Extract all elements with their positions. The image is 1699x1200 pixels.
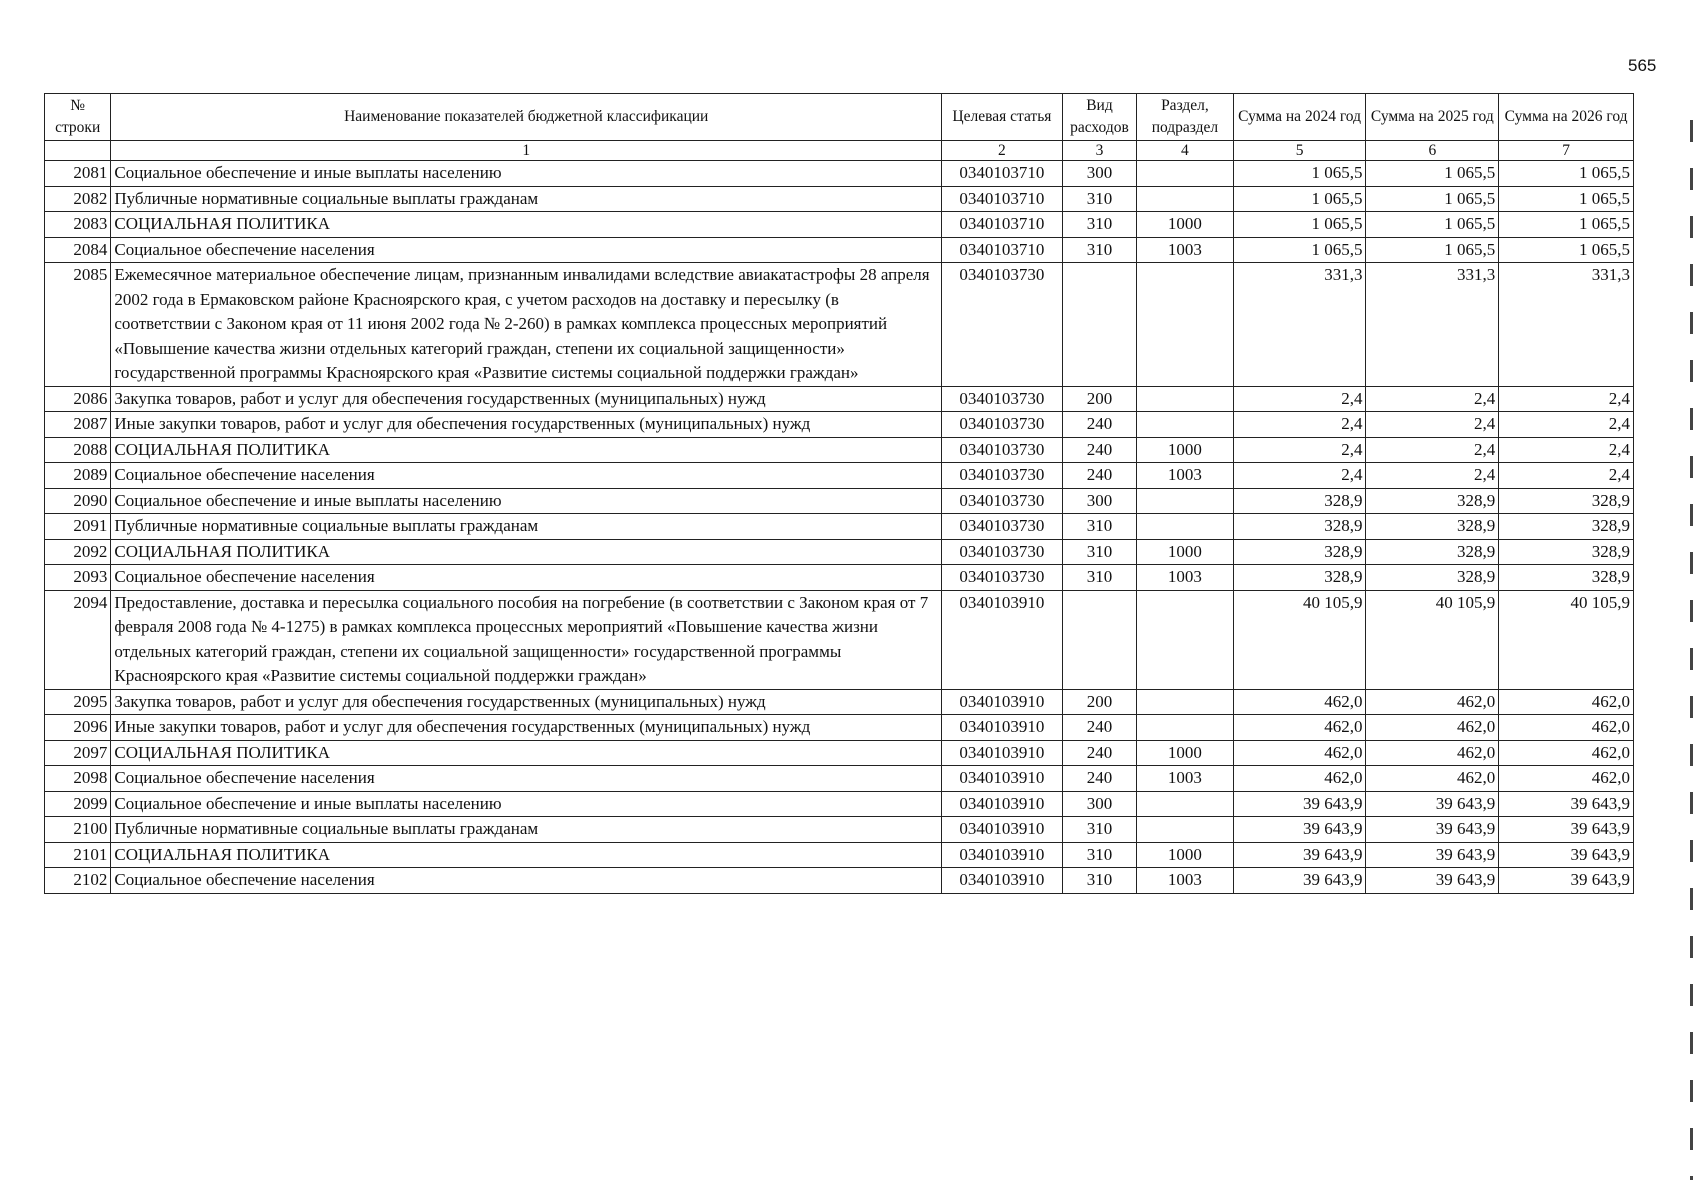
sum-2026-cell: 2,4 bbox=[1499, 463, 1634, 489]
row-number-cell: 2101 bbox=[45, 842, 111, 868]
expense-kind-cell: 240 bbox=[1062, 437, 1136, 463]
sum-2024-cell: 39 643,9 bbox=[1233, 817, 1366, 843]
row-name-cell: Иные закупки товаров, работ и услуг для обеспечения государственных (муниципальных) нужд bbox=[111, 412, 942, 438]
sum-2024-cell: 2,4 bbox=[1233, 463, 1366, 489]
sum-2025-cell: 462,0 bbox=[1366, 689, 1499, 715]
table-row bbox=[45, 237, 1634, 263]
column-number bbox=[45, 141, 111, 161]
target-article-cell: 0340103730 bbox=[942, 488, 1063, 514]
section-cell bbox=[1137, 689, 1234, 715]
column-number: 1 bbox=[111, 141, 942, 161]
sum-2026-cell: 328,9 bbox=[1499, 488, 1634, 514]
expense-kind-cell: 310 bbox=[1062, 212, 1136, 238]
target-article-cell: 0340103910 bbox=[942, 842, 1063, 868]
sum-2026-cell: 462,0 bbox=[1499, 766, 1634, 792]
section-cell bbox=[1137, 161, 1234, 187]
sum-2026-cell: 40 105,9 bbox=[1499, 590, 1634, 689]
sum-2025-cell: 39 643,9 bbox=[1366, 842, 1499, 868]
sum-2026-cell: 39 643,9 bbox=[1499, 817, 1634, 843]
target-article-cell: 0340103730 bbox=[942, 412, 1063, 438]
section-cell: 1000 bbox=[1137, 740, 1234, 766]
expense-kind-cell: 310 bbox=[1062, 842, 1136, 868]
section-cell bbox=[1137, 488, 1234, 514]
target-article-cell: 0340103730 bbox=[942, 263, 1063, 387]
table-row bbox=[45, 161, 1634, 187]
sum-2024-cell: 328,9 bbox=[1233, 565, 1366, 591]
table-row bbox=[45, 715, 1634, 741]
sum-2024-cell: 1 065,5 bbox=[1233, 161, 1366, 187]
header-name: Наименование показателей бюджетной классификации bbox=[111, 94, 942, 141]
expense-kind-cell: 310 bbox=[1062, 868, 1136, 894]
section-cell: 1000 bbox=[1137, 842, 1234, 868]
table-row bbox=[45, 539, 1634, 565]
section-cell: 1003 bbox=[1137, 463, 1234, 489]
sum-2024-cell: 328,9 bbox=[1233, 488, 1366, 514]
expense-kind-cell bbox=[1062, 590, 1136, 689]
sum-2025-cell: 462,0 bbox=[1366, 766, 1499, 792]
column-number: 6 bbox=[1366, 141, 1499, 161]
section-cell: 1000 bbox=[1137, 437, 1234, 463]
row-number-cell: 2095 bbox=[45, 689, 111, 715]
row-number-cell: 2085 bbox=[45, 263, 111, 387]
expense-kind-cell: 240 bbox=[1062, 715, 1136, 741]
expense-kind-cell: 300 bbox=[1062, 791, 1136, 817]
table-row bbox=[45, 386, 1634, 412]
sum-2024-cell: 462,0 bbox=[1233, 689, 1366, 715]
target-article-cell: 0340103910 bbox=[942, 817, 1063, 843]
sum-2025-cell: 328,9 bbox=[1366, 488, 1499, 514]
row-name-cell: СОЦИАЛЬНАЯ ПОЛИТИКА bbox=[111, 212, 942, 238]
table-row bbox=[45, 437, 1634, 463]
row-name-cell: Социальное обеспечение и иные выплаты населению bbox=[111, 488, 942, 514]
sum-2026-cell: 328,9 bbox=[1499, 539, 1634, 565]
target-article-cell: 0340103910 bbox=[942, 868, 1063, 894]
row-name-cell: Закупка товаров, работ и услуг для обеспечения государственных (муниципальных) нужд bbox=[111, 689, 942, 715]
table-header bbox=[45, 94, 1634, 161]
sum-2026-cell: 1 065,5 bbox=[1499, 237, 1634, 263]
row-name-cell: СОЦИАЛЬНАЯ ПОЛИТИКА bbox=[111, 437, 942, 463]
header-kind: Вид расходов bbox=[1062, 94, 1136, 141]
row-number-cell: 2097 bbox=[45, 740, 111, 766]
sum-2026-cell: 462,0 bbox=[1499, 689, 1634, 715]
header-row bbox=[45, 94, 1634, 141]
table-row bbox=[45, 263, 1634, 387]
expense-kind-cell: 300 bbox=[1062, 488, 1136, 514]
expense-kind-cell: 310 bbox=[1062, 237, 1136, 263]
header-row-number: № строки bbox=[45, 94, 111, 141]
table-row bbox=[45, 766, 1634, 792]
sum-2024-cell: 2,4 bbox=[1233, 437, 1366, 463]
row-name-cell: Социальное обеспечение населения bbox=[111, 565, 942, 591]
row-name-cell: Публичные нормативные социальные выплаты гражданам bbox=[111, 817, 942, 843]
header-code: Целевая статья bbox=[942, 94, 1063, 141]
row-name-cell: Социальное обеспечение и иные выплаты населению bbox=[111, 791, 942, 817]
target-article-cell: 0340103730 bbox=[942, 463, 1063, 489]
section-cell bbox=[1137, 715, 1234, 741]
sum-2026-cell: 39 643,9 bbox=[1499, 791, 1634, 817]
row-name-cell: Ежемесячное материальное обеспечение лицам, признанным инвалидами вследствие авиакатастрофы 28 апреля 2002 года в Ермаковском районе Красноярского края, с учетом расходов на доставку и пересылку (в соответствии с Законом края от 11 июня 2002 года № 2-260) в рамках комплекса процессных мероприятий «Повышение качества жизни отдельных категорий граждан, степени их социальной защищенности» государственной программы Красноярского края «Развитие системы социальной поддержки граждан» bbox=[111, 263, 942, 387]
row-number-cell: 2099 bbox=[45, 791, 111, 817]
sum-2025-cell: 39 643,9 bbox=[1366, 817, 1499, 843]
row-name-cell: СОЦИАЛЬНАЯ ПОЛИТИКА bbox=[111, 539, 942, 565]
sum-2026-cell: 328,9 bbox=[1499, 565, 1634, 591]
expense-kind-cell: 310 bbox=[1062, 565, 1136, 591]
sum-2024-cell: 2,4 bbox=[1233, 412, 1366, 438]
section-cell: 1003 bbox=[1137, 766, 1234, 792]
sum-2024-cell: 39 643,9 bbox=[1233, 791, 1366, 817]
target-article-cell: 0340103730 bbox=[942, 386, 1063, 412]
row-name-cell: Социальное обеспечение населения bbox=[111, 868, 942, 894]
sum-2024-cell: 39 643,9 bbox=[1233, 842, 1366, 868]
table-row bbox=[45, 740, 1634, 766]
sum-2026-cell: 1 065,5 bbox=[1499, 161, 1634, 187]
expense-kind-cell: 300 bbox=[1062, 161, 1136, 187]
target-article-cell: 0340103710 bbox=[942, 161, 1063, 187]
column-number: 2 bbox=[942, 141, 1063, 161]
sum-2024-cell: 1 065,5 bbox=[1233, 186, 1366, 212]
row-name-cell: СОЦИАЛЬНАЯ ПОЛИТИКА bbox=[111, 842, 942, 868]
row-name-cell: Социальное обеспечение населения bbox=[111, 463, 942, 489]
table-row bbox=[45, 842, 1634, 868]
column-number: 3 bbox=[1062, 141, 1136, 161]
expense-kind-cell: 310 bbox=[1062, 817, 1136, 843]
sum-2025-cell: 1 065,5 bbox=[1366, 237, 1499, 263]
row-number-cell: 2090 bbox=[45, 488, 111, 514]
sum-2025-cell: 462,0 bbox=[1366, 715, 1499, 741]
section-cell: 1000 bbox=[1137, 212, 1234, 238]
expense-kind-cell: 200 bbox=[1062, 386, 1136, 412]
section-cell: 1000 bbox=[1137, 539, 1234, 565]
column-number: 5 bbox=[1233, 141, 1366, 161]
row-name-cell: Социальное обеспечение и иные выплаты населению bbox=[111, 161, 942, 187]
sum-2024-cell: 331,3 bbox=[1233, 263, 1366, 387]
table-row bbox=[45, 514, 1634, 540]
sum-2024-cell: 328,9 bbox=[1233, 539, 1366, 565]
row-number-cell: 2086 bbox=[45, 386, 111, 412]
expense-kind-cell: 240 bbox=[1062, 412, 1136, 438]
target-article-cell: 0340103910 bbox=[942, 590, 1063, 689]
scan-edge-marks bbox=[1690, 120, 1693, 1180]
expense-kind-cell bbox=[1062, 263, 1136, 387]
target-article-cell: 0340103710 bbox=[942, 212, 1063, 238]
sum-2025-cell: 39 643,9 bbox=[1366, 791, 1499, 817]
target-article-cell: 0340103910 bbox=[942, 766, 1063, 792]
table-row bbox=[45, 590, 1634, 689]
column-number-row bbox=[45, 141, 1634, 161]
page-number: 565 bbox=[1628, 56, 1657, 75]
sum-2025-cell: 1 065,5 bbox=[1366, 186, 1499, 212]
column-number: 4 bbox=[1137, 141, 1234, 161]
row-number-cell: 2084 bbox=[45, 237, 111, 263]
section-cell bbox=[1137, 590, 1234, 689]
expense-kind-cell: 240 bbox=[1062, 463, 1136, 489]
budget-table bbox=[44, 93, 1634, 894]
expense-kind-cell: 200 bbox=[1062, 689, 1136, 715]
section-cell bbox=[1137, 817, 1234, 843]
row-number-cell: 2087 bbox=[45, 412, 111, 438]
sum-2025-cell: 462,0 bbox=[1366, 740, 1499, 766]
sum-2025-cell: 40 105,9 bbox=[1366, 590, 1499, 689]
table-row bbox=[45, 868, 1634, 894]
row-name-cell: Публичные нормативные социальные выплаты гражданам bbox=[111, 514, 942, 540]
sum-2025-cell: 2,4 bbox=[1366, 412, 1499, 438]
row-number-cell: 2091 bbox=[45, 514, 111, 540]
row-number-cell: 2082 bbox=[45, 186, 111, 212]
table-row bbox=[45, 186, 1634, 212]
sum-2024-cell: 462,0 bbox=[1233, 766, 1366, 792]
table-row bbox=[45, 791, 1634, 817]
section-cell bbox=[1137, 412, 1234, 438]
row-name-cell: Закупка товаров, работ и услуг для обеспечения государственных (муниципальных) нужд bbox=[111, 386, 942, 412]
row-name-cell: Иные закупки товаров, работ и услуг для обеспечения государственных (муниципальных) нужд bbox=[111, 715, 942, 741]
row-name-cell: Социальное обеспечение населения bbox=[111, 766, 942, 792]
sum-2026-cell: 328,9 bbox=[1499, 514, 1634, 540]
target-article-cell: 0340103730 bbox=[942, 565, 1063, 591]
sum-2024-cell: 462,0 bbox=[1233, 740, 1366, 766]
sum-2025-cell: 328,9 bbox=[1366, 539, 1499, 565]
sum-2024-cell: 462,0 bbox=[1233, 715, 1366, 741]
sum-2025-cell: 331,3 bbox=[1366, 263, 1499, 387]
expense-kind-cell: 310 bbox=[1062, 539, 1136, 565]
sum-2026-cell: 1 065,5 bbox=[1499, 186, 1634, 212]
row-name-cell: Предоставление, доставка и пересылка социального пособия на погребение (в соответствии с Законом края от 7 февраля 2008 года № 4-1275) в рамках комплекса процессных мероприятий «Повышение качества жизни отдельных категорий граждан, степени их социальной защищенности» государственной программы Красноярского края «Развитие системы социальной поддержки граждан» bbox=[111, 590, 942, 689]
section-cell bbox=[1137, 791, 1234, 817]
section-cell bbox=[1137, 386, 1234, 412]
sum-2024-cell: 2,4 bbox=[1233, 386, 1366, 412]
sum-2026-cell: 2,4 bbox=[1499, 412, 1634, 438]
target-article-cell: 0340103910 bbox=[942, 740, 1063, 766]
sum-2025-cell: 328,9 bbox=[1366, 514, 1499, 540]
row-number-cell: 2092 bbox=[45, 539, 111, 565]
table-row bbox=[45, 488, 1634, 514]
sum-2026-cell: 331,3 bbox=[1499, 263, 1634, 387]
sum-2026-cell: 1 065,5 bbox=[1499, 212, 1634, 238]
row-number-cell: 2089 bbox=[45, 463, 111, 489]
section-cell: 1003 bbox=[1137, 868, 1234, 894]
row-number-cell: 2096 bbox=[45, 715, 111, 741]
header-sum-2024: Сумма на 2024 год bbox=[1233, 94, 1366, 141]
row-number-cell: 2093 bbox=[45, 565, 111, 591]
expense-kind-cell: 240 bbox=[1062, 766, 1136, 792]
table-row bbox=[45, 817, 1634, 843]
column-number: 7 bbox=[1499, 141, 1634, 161]
target-article-cell: 0340103910 bbox=[942, 791, 1063, 817]
row-number-cell: 2083 bbox=[45, 212, 111, 238]
sum-2025-cell: 2,4 bbox=[1366, 437, 1499, 463]
table-row bbox=[45, 689, 1634, 715]
row-name-cell: СОЦИАЛЬНАЯ ПОЛИТИКА bbox=[111, 740, 942, 766]
sum-2025-cell: 1 065,5 bbox=[1366, 161, 1499, 187]
sum-2026-cell: 2,4 bbox=[1499, 437, 1634, 463]
sum-2025-cell: 2,4 bbox=[1366, 463, 1499, 489]
sum-2024-cell: 39 643,9 bbox=[1233, 868, 1366, 894]
table-body bbox=[45, 161, 1634, 894]
row-number-cell: 2088 bbox=[45, 437, 111, 463]
sum-2024-cell: 1 065,5 bbox=[1233, 212, 1366, 238]
sum-2024-cell: 328,9 bbox=[1233, 514, 1366, 540]
section-cell bbox=[1137, 186, 1234, 212]
header-sum-2025: Сумма на 2025 год bbox=[1366, 94, 1499, 141]
sum-2026-cell: 462,0 bbox=[1499, 715, 1634, 741]
sum-2025-cell: 2,4 bbox=[1366, 386, 1499, 412]
target-article-cell: 0340103730 bbox=[942, 514, 1063, 540]
table-row bbox=[45, 463, 1634, 489]
target-article-cell: 0340103710 bbox=[942, 237, 1063, 263]
target-article-cell: 0340103710 bbox=[942, 186, 1063, 212]
header-section: Раздел, подраздел bbox=[1137, 94, 1234, 141]
sum-2026-cell: 39 643,9 bbox=[1499, 842, 1634, 868]
section-cell: 1003 bbox=[1137, 565, 1234, 591]
header-sum-2026: Сумма на 2026 год bbox=[1499, 94, 1634, 141]
section-cell bbox=[1137, 514, 1234, 540]
row-number-cell: 2081 bbox=[45, 161, 111, 187]
sum-2026-cell: 39 643,9 bbox=[1499, 868, 1634, 894]
target-article-cell: 0340103910 bbox=[942, 715, 1063, 741]
target-article-cell: 0340103730 bbox=[942, 539, 1063, 565]
sum-2025-cell: 1 065,5 bbox=[1366, 212, 1499, 238]
expense-kind-cell: 310 bbox=[1062, 186, 1136, 212]
expense-kind-cell: 310 bbox=[1062, 514, 1136, 540]
section-cell: 1003 bbox=[1137, 237, 1234, 263]
sum-2026-cell: 2,4 bbox=[1499, 386, 1634, 412]
row-number-cell: 2100 bbox=[45, 817, 111, 843]
sum-2024-cell: 40 105,9 bbox=[1233, 590, 1366, 689]
row-number-cell: 2094 bbox=[45, 590, 111, 689]
target-article-cell: 0340103730 bbox=[942, 437, 1063, 463]
sum-2024-cell: 1 065,5 bbox=[1233, 237, 1366, 263]
row-name-cell: Социальное обеспечение населения bbox=[111, 237, 942, 263]
target-article-cell: 0340103910 bbox=[942, 689, 1063, 715]
sum-2026-cell: 462,0 bbox=[1499, 740, 1634, 766]
table-row bbox=[45, 565, 1634, 591]
sum-2025-cell: 39 643,9 bbox=[1366, 868, 1499, 894]
section-cell bbox=[1137, 263, 1234, 387]
row-number-cell: 2098 bbox=[45, 766, 111, 792]
sum-2025-cell: 328,9 bbox=[1366, 565, 1499, 591]
table-row bbox=[45, 212, 1634, 238]
expense-kind-cell: 240 bbox=[1062, 740, 1136, 766]
table-row bbox=[45, 412, 1634, 438]
row-number-cell: 2102 bbox=[45, 868, 111, 894]
row-name-cell: Публичные нормативные социальные выплаты гражданам bbox=[111, 186, 942, 212]
